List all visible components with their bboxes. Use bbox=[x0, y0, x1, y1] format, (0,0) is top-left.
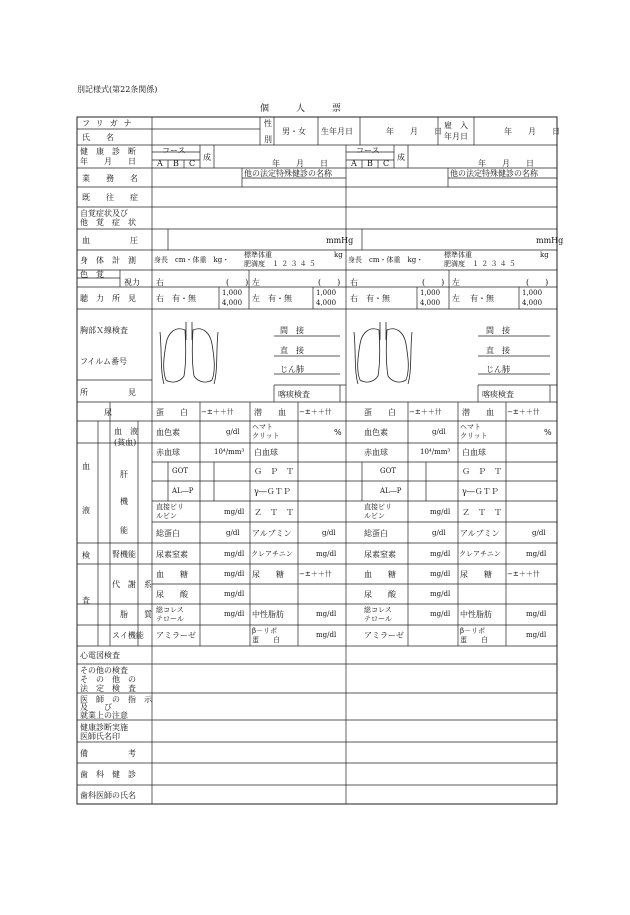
triglyceride-1: 中性脂肪 bbox=[252, 610, 284, 619]
bilirubin-unit-2: mg/dl bbox=[430, 508, 451, 516]
vision-left-paren-1: ( ) bbox=[318, 278, 341, 287]
beta-lipo-unit-2: mg/dl bbox=[526, 631, 547, 639]
history-label: 既 往 症 bbox=[82, 193, 138, 202]
exam-date-label-2: 年 月 日 bbox=[80, 157, 136, 166]
pancreas-label: スイ機能 bbox=[112, 631, 144, 640]
kg-1: kg bbox=[334, 251, 343, 259]
form-number: 別記様式(第22条関係) bbox=[77, 85, 158, 94]
form-title: 個 人 票 bbox=[260, 104, 342, 114]
symptoms-label-2: 他 覚 症 状 bbox=[80, 218, 136, 227]
indirect-2: 間 接 bbox=[486, 326, 510, 335]
occult-1: 潜 血 bbox=[254, 408, 286, 417]
uric-acid-1: 尿 酸 bbox=[156, 590, 188, 599]
bilirubin-unit-1: mg/dl bbox=[224, 508, 245, 516]
bun-2: 尿素窒素 bbox=[364, 550, 396, 559]
hemoglobin-unit-2: g/dl bbox=[432, 428, 446, 436]
total-protein-unit-2: g/dl bbox=[432, 529, 446, 537]
ecg-label: 心電図検査 bbox=[80, 651, 120, 660]
sex-label-2: 別 bbox=[264, 135, 272, 144]
creatinine-1: クレアチニン bbox=[251, 550, 293, 558]
got-2: GOT bbox=[380, 467, 396, 475]
albumin-unit-1: g/dl bbox=[322, 529, 336, 537]
liver-3: 能 bbox=[120, 526, 128, 535]
course-a: A bbox=[157, 159, 163, 168]
liver-1: 肝 bbox=[120, 470, 128, 479]
protein-1: 蛋 白 bbox=[156, 408, 188, 417]
cholesterol-2b: テロール bbox=[364, 615, 392, 623]
blood-sugar-unit-1: mg/dl bbox=[224, 570, 245, 578]
doctor-label-1: 医 師 の 指 示 bbox=[80, 695, 152, 704]
vision-left-2: 左 bbox=[452, 278, 460, 287]
bun-unit-2: mg/dl bbox=[430, 550, 451, 558]
indirect-1: 間 接 bbox=[280, 326, 304, 335]
wbc-1: 白血球 bbox=[254, 448, 278, 457]
course-c-2: C bbox=[383, 159, 390, 168]
lipid-label: 脂 質 bbox=[120, 610, 152, 619]
hearing-right-yes-no-1: 有・無 bbox=[172, 294, 196, 303]
exam-date-value-1: 年 月 日 bbox=[272, 159, 328, 168]
protein-2: 蛋 白 bbox=[364, 408, 396, 417]
hearing-label: 聴 力 所 見 bbox=[80, 294, 136, 303]
gpt-2: Ｇ Ｐ Ｔ bbox=[462, 467, 502, 476]
lung-diagram-2 bbox=[352, 320, 414, 386]
occult-2: 潜 血 bbox=[462, 408, 494, 417]
hz1000-3: 1,000 bbox=[420, 289, 441, 297]
triglyceride-unit-1: mg/dl bbox=[316, 610, 337, 618]
physician-label-2: 医師氏名印 bbox=[80, 732, 120, 741]
birth-date-value: 年 月 日 bbox=[386, 127, 442, 136]
hire-label-2: 年月日 bbox=[444, 132, 468, 141]
blood-group-2: 液 bbox=[82, 506, 90, 515]
urine-sugar-scale-2: −±＋＋卄 bbox=[507, 570, 540, 578]
hz4000-4: 4,000 bbox=[522, 299, 543, 307]
furigana-label: フリガナ bbox=[82, 119, 138, 128]
blood-pressure-label: 血 圧 bbox=[82, 236, 138, 245]
hearing-left-yes-no-2: 有・無 bbox=[470, 294, 494, 303]
urine-label: 尿 bbox=[104, 408, 112, 417]
course-b: B bbox=[173, 159, 179, 168]
vision-right-1: 右 bbox=[156, 278, 164, 287]
course-c: C bbox=[189, 159, 196, 168]
cholesterol-2a: 総コレス bbox=[364, 606, 392, 614]
dental-label: 歯 科 健 診 bbox=[80, 770, 136, 779]
total-protein-unit-1: g/dl bbox=[226, 529, 240, 537]
wbc-2: 白血球 bbox=[462, 448, 486, 457]
symptoms-label-1: 自覚症状及び bbox=[80, 209, 128, 218]
vision-label: 視力 bbox=[124, 278, 140, 287]
findings-label: 所 見 bbox=[80, 388, 136, 397]
sputum-2: 喀痰検査 bbox=[482, 390, 514, 399]
amylase-1: アミラーゼ bbox=[156, 631, 196, 640]
uric-acid-unit-1: mg/dl bbox=[224, 590, 245, 598]
sex-options: 男・女 bbox=[282, 127, 306, 136]
complete-mark-2: 成 bbox=[397, 153, 405, 162]
beta-lipo-1b: 蛋 白 bbox=[252, 636, 280, 644]
creatinine-unit-1: mg/dl bbox=[316, 550, 337, 558]
vision-left-1: 左 bbox=[252, 278, 260, 287]
blood-sugar-unit-2: mg/dl bbox=[430, 570, 451, 578]
other-exam-label-2: 他の法定特殊健診の名称 bbox=[450, 169, 538, 178]
cholesterol-unit-2: mg/dl bbox=[430, 610, 451, 618]
total-protein-2: 総蛋白 bbox=[364, 529, 388, 538]
name-label: 氏 名 bbox=[82, 133, 114, 142]
hearing-right-1: 右 bbox=[156, 294, 164, 303]
other-label-2: そ の 他 の bbox=[80, 675, 136, 684]
obesity-2: 肥満度 １ ２ ３ ４ ５ bbox=[444, 260, 516, 268]
kidney-label: 腎機能 bbox=[112, 550, 136, 559]
hematocrit-2b: クリット bbox=[460, 432, 488, 440]
blood-sugar-2: 血 糖 bbox=[364, 570, 396, 579]
hematocrit-2a: ヘマト bbox=[460, 423, 481, 431]
hematocrit-unit-2: % bbox=[544, 428, 552, 437]
lung-diagram-1 bbox=[158, 320, 220, 386]
film-label: フイルム番号 bbox=[80, 357, 127, 366]
other-exam-label-1: 他の法定特殊健診の名称 bbox=[244, 169, 332, 178]
creatinine-2: クレアチニン bbox=[459, 550, 501, 558]
creatinine-unit-2: mg/dl bbox=[526, 550, 547, 558]
course-label-2: コース bbox=[356, 146, 380, 155]
gpt-1: Ｇ Ｐ Ｔ bbox=[254, 467, 294, 476]
bilirubin-2a: 直接ビリ bbox=[364, 503, 392, 511]
albumin-2: アルブミン bbox=[460, 529, 500, 538]
cholesterol-1b: テロール bbox=[156, 615, 184, 623]
height-weight-2: 身長 cm・体重 kg・ bbox=[348, 256, 424, 264]
triglyceride-2: 中性脂肪 bbox=[460, 610, 492, 619]
blood-group-1: 血 bbox=[82, 462, 90, 471]
hearing-left-1: 左 bbox=[252, 294, 260, 303]
height-weight-1: 身長 cm・体重 kg・ bbox=[154, 256, 230, 264]
rbc-unit-1: 10⁴/mm³ bbox=[214, 448, 245, 456]
hire-date-value: 年 月 日 bbox=[504, 127, 560, 136]
exam-date-label-1: 健 康 診 断 bbox=[80, 147, 136, 156]
beta-lipo-1a: β－リポ bbox=[252, 627, 278, 635]
hearing-left-2: 左 bbox=[452, 294, 460, 303]
ztt-1: Ｚ Ｔ Ｔ bbox=[254, 508, 294, 517]
albumin-1: アルブミン bbox=[252, 529, 292, 538]
occult-scale-1: −±＋＋卄 bbox=[299, 408, 332, 416]
beta-lipo-2b: 蛋 白 bbox=[460, 636, 488, 644]
rbc-2: 赤血球 bbox=[364, 448, 388, 457]
birth-date-label: 生年月日 bbox=[321, 127, 353, 136]
blood-sugar-1: 血 糖 bbox=[156, 570, 188, 579]
doctor-label-3: 就業上の注意 bbox=[80, 711, 128, 720]
triglyceride-unit-2: mg/dl bbox=[526, 610, 547, 618]
color-vision-label: 色 覚 bbox=[80, 270, 104, 279]
hearing-right-2: 右 bbox=[350, 294, 358, 303]
hematocrit-unit-1: % bbox=[334, 428, 342, 437]
hematocrit-1a: ヘマト bbox=[252, 423, 273, 431]
course-b-2: B bbox=[367, 159, 373, 168]
uric-acid-unit-2: mg/dl bbox=[430, 590, 451, 598]
bilirubin-2b: ルビン bbox=[364, 512, 385, 520]
ztt-2: Ｚ Ｔ Ｔ bbox=[462, 508, 502, 517]
mmhg-unit-1: mmHg bbox=[326, 236, 354, 245]
ggtp-1: γ―ＧＴＰ bbox=[254, 487, 291, 496]
body-measure-label: 身 体 計 測 bbox=[80, 256, 136, 265]
amylase-2: アミラーゼ bbox=[364, 631, 404, 640]
blood-group-4: 査 bbox=[82, 596, 90, 605]
urine-sugar-scale-1: −±＋＋卄 bbox=[299, 570, 332, 578]
remarks-label: 備 考 bbox=[80, 749, 136, 758]
hire-label-1: 雇 入 bbox=[444, 121, 468, 130]
hz4000-3: 4,000 bbox=[420, 299, 441, 307]
hz1000-4: 1,000 bbox=[522, 289, 543, 297]
hemoglobin-unit-1: g/dl bbox=[226, 428, 240, 436]
total-protein-1: 総蛋白 bbox=[156, 529, 180, 538]
vision-right-paren-1: ( ) bbox=[226, 278, 249, 287]
rbc-unit-2: 10⁴/mm³ bbox=[420, 448, 451, 456]
mmhg-unit-2: mmHg bbox=[536, 236, 564, 245]
blood-group-3: 検 bbox=[82, 551, 90, 560]
cholesterol-unit-1: mg/dl bbox=[224, 610, 245, 618]
albumin-unit-2: g/dl bbox=[532, 529, 546, 537]
fluoro-1: じん肺 bbox=[280, 365, 304, 374]
direct-2: 直 接 bbox=[486, 346, 510, 355]
kg-2: kg bbox=[540, 251, 549, 259]
hz4000-1: 4,000 bbox=[222, 299, 243, 307]
beta-lipo-unit-1: mg/dl bbox=[316, 631, 337, 639]
rbc-1: 赤血球 bbox=[156, 448, 180, 457]
doctor-label-2: 及 び bbox=[80, 703, 112, 712]
urine-sugar-2: 尿 糖 bbox=[460, 570, 492, 579]
anemia-label-2: (貧血) bbox=[114, 438, 137, 447]
fluoro-2: じん肺 bbox=[486, 365, 510, 374]
bilirubin-1a: 直接ビリ bbox=[156, 503, 184, 511]
hemoglobin-2: 血色素 bbox=[364, 428, 388, 437]
course-a-2: A bbox=[351, 159, 357, 168]
obesity-1: 肥満度 １ ２ ３ ４ ５ bbox=[244, 260, 316, 268]
dentist-label: 歯科医師の氏名 bbox=[80, 791, 136, 800]
xray-label: 胸部Ｘ線検査 bbox=[80, 326, 128, 335]
anemia-label-1: 血 液 bbox=[114, 427, 138, 436]
hemoglobin-1: 血色素 bbox=[156, 428, 180, 437]
course-label: コース bbox=[162, 146, 186, 155]
std-weight-2: 標準体重 bbox=[444, 251, 472, 259]
complete-mark: 成 bbox=[203, 153, 211, 162]
hz1000-1: 1,000 bbox=[222, 289, 243, 297]
other-label-3: 法 定 検 査 bbox=[80, 684, 136, 693]
bilirubin-1b: ルビン bbox=[156, 512, 177, 520]
direct-1: 直 接 bbox=[280, 346, 304, 355]
alp-2: AL―P bbox=[380, 487, 402, 495]
hz4000-2: 4,000 bbox=[316, 299, 337, 307]
ggtp-2: γ―ＧＴＰ bbox=[462, 487, 499, 496]
hearing-right-yes-no-2: 有・無 bbox=[366, 294, 390, 303]
bun-1: 尿素窒素 bbox=[156, 550, 188, 559]
alp-1: AL―P bbox=[172, 487, 194, 495]
beta-lipo-2a: β－リポ bbox=[460, 627, 486, 635]
sex-label-1: 性 bbox=[264, 119, 272, 128]
vision-right-2: 右 bbox=[350, 278, 358, 287]
other-label-1: その他の検査 bbox=[80, 666, 128, 675]
protein-scale-2: −±＋＋卄 bbox=[409, 408, 442, 416]
liver-2: 機 bbox=[120, 497, 128, 506]
occult-scale-2: −±＋＋卄 bbox=[507, 408, 540, 416]
bun-unit-1: mg/dl bbox=[224, 550, 245, 558]
uric-acid-2: 尿 酸 bbox=[364, 590, 396, 599]
metabolic-label: 代 謝 系 bbox=[112, 580, 152, 589]
vision-left-paren-2: ( ) bbox=[526, 278, 549, 287]
physician-label-1: 健康診断実施 bbox=[80, 723, 128, 732]
hematocrit-1b: クリット bbox=[252, 432, 280, 440]
occupation-label: 業 務 名 bbox=[82, 174, 138, 183]
exam-date-value-2: 年 月 日 bbox=[478, 159, 534, 168]
hz1000-2: 1,000 bbox=[316, 289, 337, 297]
cholesterol-1a: 総コレス bbox=[156, 606, 184, 614]
protein-scale-1: −±＋＋卄 bbox=[201, 408, 234, 416]
std-weight-1: 標準体重 bbox=[244, 251, 272, 259]
vision-right-paren-2: ( ) bbox=[422, 278, 445, 287]
got-1: GOT bbox=[172, 467, 188, 475]
urine-sugar-1: 尿 糖 bbox=[252, 570, 284, 579]
sputum-1: 喀痰検査 bbox=[278, 390, 310, 399]
hearing-left-yes-no-1: 有・無 bbox=[268, 294, 292, 303]
